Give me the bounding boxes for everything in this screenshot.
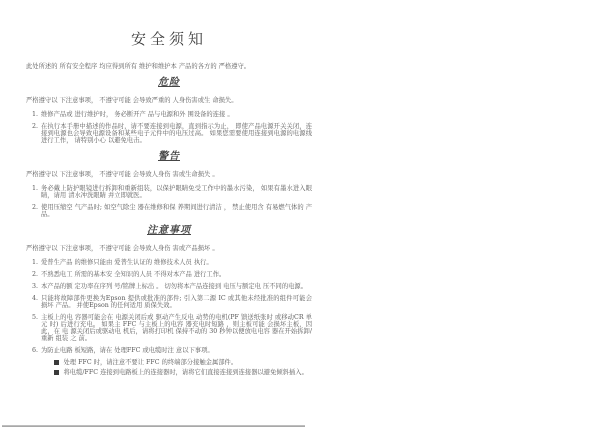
page-title: 安全须知 [130, 30, 207, 48]
section-warning-heading: 警告 [158, 151, 180, 162]
item-text: 只能将故障部件更换为Epson 提供或批准的部件; 引入第二源 IC 或其他未经批准的组件可能会 损坏 产品。 并使Epson 的任何适用 质保失效。 [41, 295, 312, 309]
item-text: 本产品的额 定功率在序列 号/铭牌上标出 。 切勿将本产品连接到 电压与额定电 压不同的电源。 [41, 283, 308, 290]
item-number: 2. [32, 204, 39, 211]
list-item [26, 185, 312, 199]
caution-list [26, 259, 312, 376]
section-caution-intro: 严格遵守以 下注意事项， 不遵守可能 会导致人身伤 害或产品损坏 。 [26, 245, 219, 252]
item-text: 主板上的电 容器可能会在 电源关闭后或 驱动产生反电 动势的电机(PF 馈送纸张时 或移动CR 单 元 时) 后进行充电。 如果主 FFC 与主板上的电容 器充电时短路 ，则主板可能 会损坏主板，因 此，在 电 源关闭后或驱动电 机后，请将打印机 保持不动的 30 秒钟以便放电电容 器在开始拆卸/重新 组装 之 前。 [41, 314, 312, 342]
item-number: 1. [32, 185, 39, 192]
item-number: 4. [32, 295, 39, 302]
item-number: 1. [32, 111, 39, 118]
section-caution-heading: 注意事项 [147, 225, 191, 236]
list-item [26, 259, 312, 266]
item-number: 2. [32, 271, 39, 278]
ffc-bullet-list [54, 359, 312, 376]
danger-list [26, 111, 312, 144]
item-text: 在执行本手册中描述的作品时，请不要连接到电源，直到指示为止， 即使产品电源开关关闭，连 接到电源也会导致电源设备和某些电子元件中的电压过高。 如果您需要使用连接到电源的电源线 进行工作， 请特别小心 以避免电击。 [41, 123, 312, 144]
square-bullet-icon [54, 360, 59, 365]
item-number: 5. [32, 314, 39, 321]
item-text: 维修产品或 进行维护时， 务必断开产 品与电源和外 围设备的连接 。 [41, 111, 234, 118]
section-danger-intro: 严格遵守以 下注意事项， 不遵守可能 会导致严重的 人身伤害或生 命损失。 [26, 97, 238, 104]
list-item [26, 314, 312, 342]
item-number: 1. [32, 259, 39, 266]
item-number: 6. [32, 347, 39, 354]
warning-list [26, 185, 312, 218]
list-item [26, 271, 312, 278]
list-item [26, 204, 312, 218]
list-item [26, 123, 312, 144]
item-text: 不熟悉电工 所需的基本安 全知识的人员 不得对本产品 进行工作。 [41, 271, 226, 278]
square-bullet-icon [54, 370, 59, 375]
list-item [26, 111, 312, 118]
list-item [26, 295, 312, 309]
list-item [54, 369, 312, 376]
item-text: 务必戴上防护眼镜进行拆卸和重新组装，以保护眼睛免受工作中的墨水污染， 如果有墨水进入眼 睛，请用 清水冲洗眼睛 并立即就医。 [41, 185, 312, 199]
item-text: 为防止电路 板短路，请在 处理FFC 或电缆时注 意以下事项。 [41, 347, 214, 354]
item-number: 2. [32, 123, 39, 130]
document-page [26, 30, 312, 382]
bullet-text: 处理 FFC 时，请注意不要让 FFC 的终端部分接触金属部件。 [63, 359, 238, 366]
list-item [26, 347, 312, 354]
item-text: 使用压缩空 气产品时; 如空气除尘 器在维修和保 养期间进行清洁 ， 禁止使用含 有易燃气体的 产品。 [41, 204, 312, 218]
section-danger-heading: 危险 [158, 77, 180, 88]
list-item [26, 283, 312, 290]
intro-paragraph: 此处所述的 所有安全程序 均应得到所有 维护和维护本 产品的各方的 严格遵守。 [26, 63, 251, 70]
section-warning-intro: 严格遵守以 下注意事项， 不遵守可能 会导致人身伤 害或生命损失 。 [26, 171, 219, 178]
bullet-text: 将电缆/FFC 连接到电路板上的连接器时，请将它们直接连接到连接器以避免倾斜插入。 [63, 369, 308, 376]
page-bottom-edge [2, 425, 305, 427]
list-item [54, 359, 312, 366]
item-text: 爱普生产品 的维修只能由 爱普生认证的 维修技术人员 执行。 [41, 259, 213, 266]
item-number: 3. [32, 283, 39, 290]
